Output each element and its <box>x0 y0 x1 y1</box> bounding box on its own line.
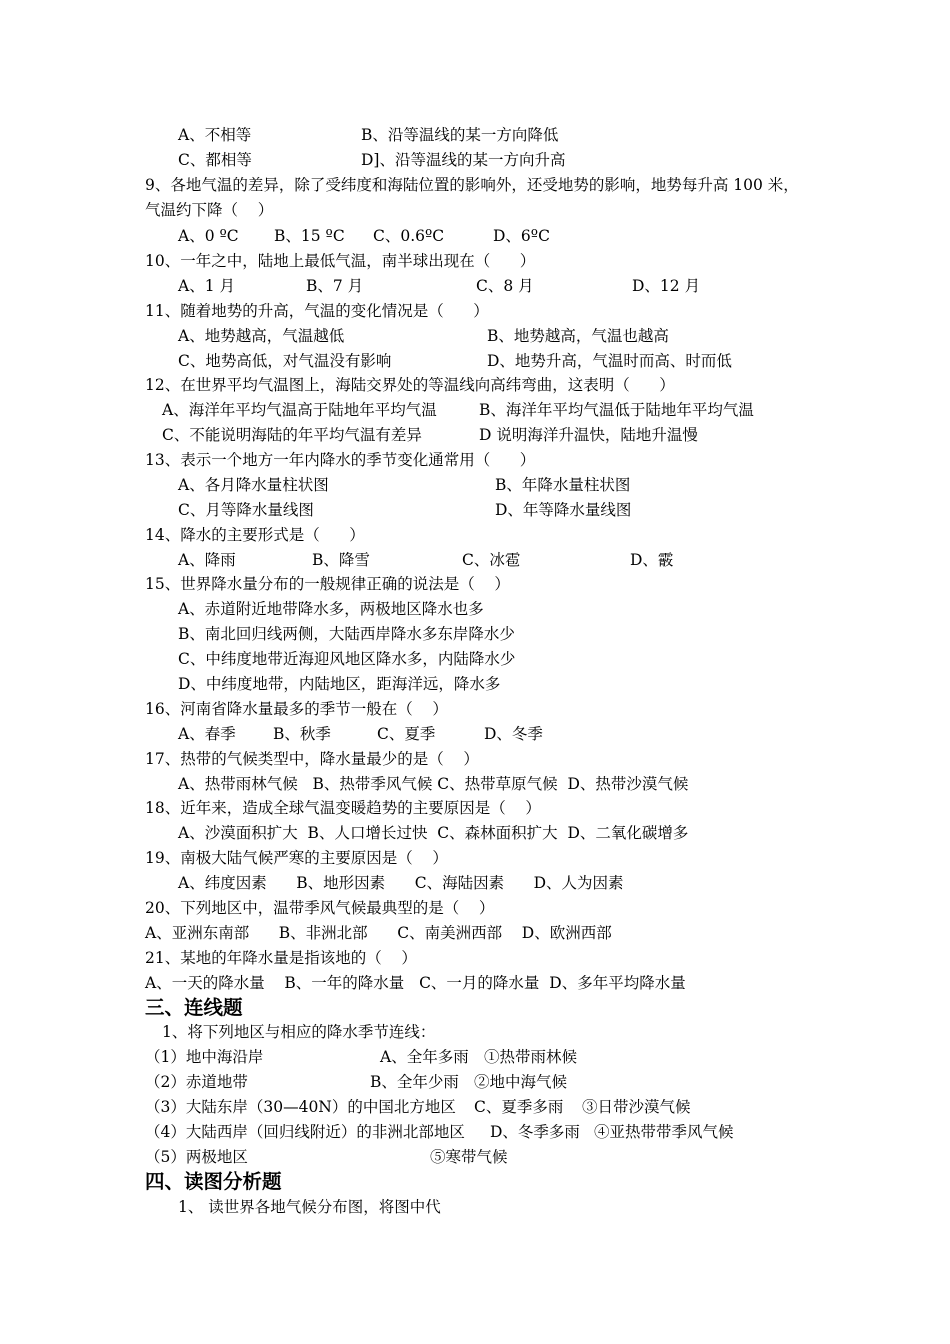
match-left-3: （3）大陆东岸（30—40N）的中国北方地区 <box>145 1098 456 1116</box>
q19-options: A、纬度因素 B、地形因素 C、海陆因素 D、人为因素 <box>178 874 624 892</box>
q14-stem: 14、降水的主要形式是（ ） <box>145 526 365 544</box>
match-mid-1: A、全年多雨 <box>380 1048 469 1066</box>
q9-option-d: D、6ºC <box>493 227 550 245</box>
q13-stem: 13、表示一个地方一年内降水的季节变化通常用（ ） <box>145 451 536 469</box>
match-mid-3: C、夏季多雨 <box>474 1098 564 1116</box>
q15-option-a: A、赤道附近地带降水多，两极地区降水也多 <box>178 600 484 618</box>
q9-option-b: B、15 ºC <box>274 227 345 245</box>
q8-option-d: D]、沿等温线的某一方向升高 <box>361 151 566 169</box>
q15-option-c: C、中纬度地带近海迎风地区降水多，内陆降水少 <box>178 650 516 668</box>
match-right-2: ②地中海气候 <box>474 1073 568 1091</box>
q9-option-c: C、0.6ºC <box>373 227 445 245</box>
q21-stem: 21、某地的年降水量是指该地的（ ） <box>145 949 417 967</box>
q16-stem: 16、河南省降水量最多的季节一般在（ ） <box>145 700 448 718</box>
q20-stem: 20、下列地区中，温带季风气候最典型的是（ ） <box>145 899 495 917</box>
q9-option-a: A、0 ºC <box>178 227 239 245</box>
q12-option-a: A、海洋年平均气温高于陆地年平均气温 <box>162 401 437 419</box>
q12-option-b: B、海洋年平均气温低于陆地年平均气温 <box>479 401 754 419</box>
match-right-5: ⑤寒带气候 <box>430 1148 508 1166</box>
section-4-question-1: 1、 读世界各地气候分布图，将图中代 <box>178 1198 441 1216</box>
match-mid-4: D、冬季多雨 <box>490 1123 580 1141</box>
q8-option-b: B、沿等温线的某一方向降低 <box>361 126 559 144</box>
q12-stem: 12、在世界平均气温图上，海陆交界处的等温线向高纬弯曲，这表明（ ） <box>145 376 675 394</box>
q13-option-a: A、各月降水量柱状图 <box>178 476 329 494</box>
q19-stem: 19、南极大陆气候严寒的主要原因是（ ） <box>145 849 448 867</box>
q15-option-d: D、中纬度地带，内陆地区，距海洋远，降水多 <box>178 675 501 693</box>
q9-stem-line1: 9、各地气温的差异，除了受纬度和海陆位置的影响外，还受地势的影响，地势每升高 100 米， <box>145 176 799 194</box>
q10-option-a: A、1 月 <box>178 277 235 295</box>
q11-option-a: A、地势越高，气温越低 <box>178 327 345 345</box>
match-left-2: （2）赤道地带 <box>145 1073 248 1091</box>
q10-option-c: C、8 月 <box>476 277 534 295</box>
q10-option-d: D、12 月 <box>632 277 701 295</box>
q8-option-c: C、都相等 <box>178 151 252 169</box>
q15-option-b: B、南北回归线两侧，大陆西岸降水多东岸降水少 <box>178 625 515 643</box>
q10-stem: 10、一年之中，陆地上最低气温，南半球出现在（ ） <box>145 252 536 270</box>
match-right-3: ③日带沙漠气候 <box>582 1098 691 1116</box>
match-left-4: （4）大陆西岸（回归线附近）的非洲北部地区 <box>145 1123 465 1141</box>
q13-option-d: D、年等降水量线图 <box>495 501 632 519</box>
q11-option-d: D、地势升高，气温时而高、时而低 <box>487 352 732 370</box>
q11-option-c: C、地势高低，对气温没有影响 <box>178 352 392 370</box>
q13-option-b: B、年降水量柱状图 <box>495 476 631 494</box>
q17-stem: 17、热带的气候类型中，降水量最少的是（ ） <box>145 750 479 768</box>
q20-options: A、亚洲东南部 B、非洲北部 C、南美洲西部 D、欧洲西部 <box>145 924 612 942</box>
match-right-4: ④亚热带带季风气候 <box>594 1123 734 1141</box>
q21-options: A、一天的降水量 B、一年的降水量 C、一月的降水量 D、多年平均降水量 <box>145 974 686 992</box>
q8-option-a: A、不相等 <box>178 126 252 144</box>
match-right-1: ①热带雨林候 <box>484 1048 578 1066</box>
q9-stem-line2: 气温约下降（ ） <box>145 201 274 219</box>
q13-option-c: C、月等降水量线图 <box>178 501 314 519</box>
q17-options: A、热带雨林气候 B、热带季风气候 C、热带草原气候 D、热带沙漠气候 <box>178 775 689 793</box>
q12-option-d: D 说明海洋升温快，陆地升温慢 <box>479 426 698 444</box>
q16-option-d: D、冬季 <box>484 725 543 743</box>
q14-option-d: D、霰 <box>630 551 674 569</box>
q14-option-b: B、降雪 <box>312 551 370 569</box>
q11-stem: 11、随着地势的升高，气温的变化情况是（ ） <box>145 302 489 320</box>
q16-option-c: C、夏季 <box>377 725 436 743</box>
q11-option-b: B、地势越高，气温也越高 <box>487 327 669 345</box>
match-mid-2: B、全年少雨 <box>370 1073 459 1091</box>
match-left-5: （5）两极地区 <box>145 1148 248 1166</box>
section-3-intro: 1、将下列地区与相应的降水季节连线： <box>162 1023 436 1041</box>
section-4-title: 四、读图分析题 <box>145 1170 282 1193</box>
q14-option-c: C、冰雹 <box>462 551 521 569</box>
q12-option-c: C、不能说明海陆的年平均气温有差异 <box>162 426 422 444</box>
q16-option-b: B、秋季 <box>273 725 331 743</box>
section-3-title: 三、连线题 <box>145 996 243 1019</box>
q18-options: A、沙漠面积扩大 B、人口增长过快 C、森林面积扩大 D、二氧化碳增多 <box>178 824 689 842</box>
q10-option-b: B、7 月 <box>306 277 364 295</box>
q18-stem: 18、近年来，造成全球气温变暖趋势的主要原因是（ ） <box>145 799 541 817</box>
q15-stem: 15、世界降水量分布的一般规律正确的说法是（ ） <box>145 575 510 593</box>
match-left-1: （1）地中海沿岸 <box>145 1048 264 1066</box>
q14-option-a: A、降雨 <box>178 551 236 569</box>
q16-option-a: A、春季 <box>178 725 236 743</box>
